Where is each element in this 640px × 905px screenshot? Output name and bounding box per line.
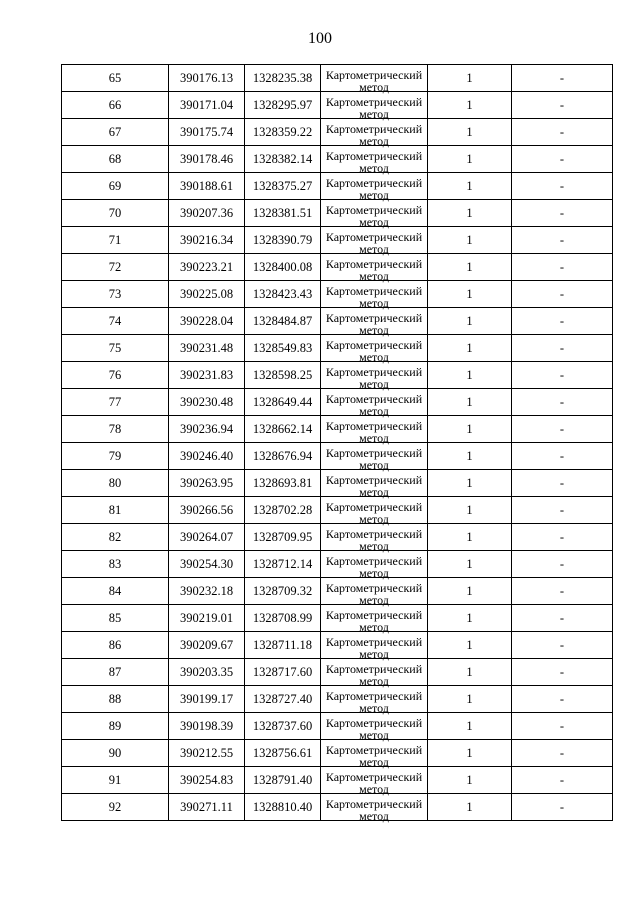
method-cell — [321, 173, 428, 200]
method-cell — [321, 308, 428, 335]
x-coordinate-cell: 390246.40 — [169, 443, 245, 470]
x-coordinate-cell: 390263.95 — [169, 470, 245, 497]
accuracy-cell: 1 — [428, 227, 512, 254]
table-row — [62, 362, 613, 389]
accuracy-cell: 1 — [428, 173, 512, 200]
accuracy-cell: 1 — [428, 362, 512, 389]
method-line1: Картометрический — [325, 229, 423, 244]
y-coordinate-cell: 1328711.18 — [245, 632, 321, 659]
method-cell — [321, 470, 428, 497]
method-line2: метод — [359, 808, 389, 823]
note-cell: - — [512, 227, 613, 254]
method-line2: метод — [359, 484, 389, 499]
y-coordinate-cell: 1328382.14 — [245, 146, 321, 173]
point-number-cell: 86 — [62, 632, 169, 659]
point-number-cell: 92 — [62, 794, 169, 821]
accuracy-cell: 1 — [428, 659, 512, 686]
method-cell — [321, 443, 428, 470]
x-coordinate-cell: 390216.34 — [169, 227, 245, 254]
table-row — [62, 200, 613, 227]
x-coordinate-cell: 390198.39 — [169, 713, 245, 740]
x-coordinate-cell: 390271.11 — [169, 794, 245, 821]
note-cell: - — [512, 497, 613, 524]
method-line1: Картометрический — [325, 256, 423, 271]
method-line2: метод — [359, 241, 389, 256]
point-number-cell: 90 — [62, 740, 169, 767]
note-cell: - — [512, 65, 613, 92]
method-line1: Картометрический — [325, 445, 423, 460]
method-line1: Картометрический — [325, 661, 423, 676]
y-coordinate-cell: 1328423.43 — [245, 281, 321, 308]
point-number-cell: 71 — [62, 227, 169, 254]
accuracy-cell: 1 — [428, 497, 512, 524]
y-coordinate-cell: 1328727.40 — [245, 686, 321, 713]
point-number-cell: 84 — [62, 578, 169, 605]
note-cell: - — [512, 254, 613, 281]
note-cell: - — [512, 713, 613, 740]
accuracy-cell: 1 — [428, 443, 512, 470]
note-cell: - — [512, 281, 613, 308]
accuracy-cell: 1 — [428, 281, 512, 308]
accuracy-cell: 1 — [428, 308, 512, 335]
coordinates-table — [61, 64, 613, 821]
method-line2: метод — [359, 187, 389, 202]
table-row — [62, 335, 613, 362]
x-coordinate-cell: 390199.17 — [169, 686, 245, 713]
point-number-cell: 78 — [62, 416, 169, 443]
accuracy-cell: 1 — [428, 713, 512, 740]
method-line2: метод — [359, 133, 389, 148]
point-number-cell: 66 — [62, 92, 169, 119]
method-line2: метод — [359, 79, 389, 94]
y-coordinate-cell: 1328549.83 — [245, 335, 321, 362]
method-cell — [321, 200, 428, 227]
y-coordinate-cell: 1328702.28 — [245, 497, 321, 524]
point-number-cell: 69 — [62, 173, 169, 200]
point-number-cell: 80 — [62, 470, 169, 497]
y-coordinate-cell: 1328375.27 — [245, 173, 321, 200]
accuracy-cell: 1 — [428, 416, 512, 443]
table-row — [62, 308, 613, 335]
method-line1: Картометрический — [325, 499, 423, 514]
table-row — [62, 713, 613, 740]
method-line1: Картометрический — [325, 337, 423, 352]
point-number-cell: 91 — [62, 767, 169, 794]
method-cell — [321, 119, 428, 146]
point-number-cell: 83 — [62, 551, 169, 578]
method-cell — [321, 389, 428, 416]
method-line1: Картометрический — [325, 121, 423, 136]
table-row — [62, 740, 613, 767]
note-cell: - — [512, 578, 613, 605]
method-line2: метод — [359, 295, 389, 310]
point-number-cell: 70 — [62, 200, 169, 227]
point-number-cell: 76 — [62, 362, 169, 389]
method-cell — [321, 659, 428, 686]
note-cell: - — [512, 443, 613, 470]
table-row — [62, 794, 613, 821]
method-line2: метод — [359, 619, 389, 634]
y-coordinate-cell: 1328756.61 — [245, 740, 321, 767]
table-row — [62, 632, 613, 659]
table-row — [62, 497, 613, 524]
table-row — [62, 605, 613, 632]
point-number-cell: 87 — [62, 659, 169, 686]
table-row — [62, 470, 613, 497]
method-line2: метод — [359, 673, 389, 688]
method-line2: метод — [359, 646, 389, 661]
table-row — [62, 146, 613, 173]
table-row — [62, 281, 613, 308]
method-line2: метод — [359, 268, 389, 283]
note-cell: - — [512, 551, 613, 578]
x-coordinate-cell: 390223.21 — [169, 254, 245, 281]
method-line1: Картометрический — [325, 67, 423, 82]
x-coordinate-cell: 390254.30 — [169, 551, 245, 578]
method-line2: метод — [359, 754, 389, 769]
method-line1: Картометрический — [325, 364, 423, 379]
method-cell — [321, 146, 428, 173]
accuracy-cell: 1 — [428, 92, 512, 119]
point-number-cell: 73 — [62, 281, 169, 308]
x-coordinate-cell: 390230.48 — [169, 389, 245, 416]
method-line2: метод — [359, 511, 389, 526]
note-cell: - — [512, 416, 613, 443]
accuracy-cell: 1 — [428, 524, 512, 551]
accuracy-cell: 1 — [428, 470, 512, 497]
x-coordinate-cell: 390209.67 — [169, 632, 245, 659]
point-number-cell: 88 — [62, 686, 169, 713]
point-number-cell: 72 — [62, 254, 169, 281]
page-number: 100 — [308, 30, 332, 47]
table-row — [62, 443, 613, 470]
y-coordinate-cell: 1328359.22 — [245, 119, 321, 146]
note-cell: - — [512, 308, 613, 335]
y-coordinate-cell: 1328676.94 — [245, 443, 321, 470]
method-line2: метод — [359, 322, 389, 337]
y-coordinate-cell: 1328390.79 — [245, 227, 321, 254]
note-cell: - — [512, 389, 613, 416]
y-coordinate-cell: 1328295.97 — [245, 92, 321, 119]
method-cell — [321, 227, 428, 254]
method-line1: Картометрический — [325, 688, 423, 703]
y-coordinate-cell: 1328649.44 — [245, 389, 321, 416]
note-cell: - — [512, 524, 613, 551]
method-cell — [321, 416, 428, 443]
method-cell — [321, 92, 428, 119]
x-coordinate-cell: 390264.07 — [169, 524, 245, 551]
x-coordinate-cell: 390176.13 — [169, 65, 245, 92]
note-cell: - — [512, 119, 613, 146]
x-coordinate-cell: 390236.94 — [169, 416, 245, 443]
accuracy-cell: 1 — [428, 632, 512, 659]
point-number-cell: 68 — [62, 146, 169, 173]
table-row — [62, 65, 613, 92]
y-coordinate-cell: 1328810.40 — [245, 794, 321, 821]
method-line2: метод — [359, 781, 389, 796]
x-coordinate-cell: 390178.46 — [169, 146, 245, 173]
method-line1: Картометрический — [325, 580, 423, 595]
x-coordinate-cell: 390188.61 — [169, 173, 245, 200]
y-coordinate-cell: 1328400.08 — [245, 254, 321, 281]
method-cell — [321, 578, 428, 605]
method-line1: Картометрический — [325, 472, 423, 487]
table-body — [62, 65, 613, 821]
table-row — [62, 119, 613, 146]
x-coordinate-cell: 390254.83 — [169, 767, 245, 794]
y-coordinate-cell: 1328712.14 — [245, 551, 321, 578]
method-line2: метод — [359, 727, 389, 742]
method-line2: метод — [359, 592, 389, 607]
table-row — [62, 173, 613, 200]
method-line2: метод — [359, 430, 389, 445]
method-line2: метод — [359, 538, 389, 553]
method-line1: Картометрический — [325, 742, 423, 757]
accuracy-cell: 1 — [428, 146, 512, 173]
point-number-cell: 85 — [62, 605, 169, 632]
point-number-cell: 75 — [62, 335, 169, 362]
note-cell: - — [512, 794, 613, 821]
accuracy-cell: 1 — [428, 767, 512, 794]
method-line1: Картометрический — [325, 607, 423, 622]
note-cell: - — [512, 92, 613, 119]
method-line2: метод — [359, 349, 389, 364]
x-coordinate-cell: 390228.04 — [169, 308, 245, 335]
method-line1: Картометрический — [325, 148, 423, 163]
point-number-cell: 81 — [62, 497, 169, 524]
method-cell — [321, 497, 428, 524]
table-row — [62, 686, 613, 713]
table-row — [62, 578, 613, 605]
y-coordinate-cell: 1328708.99 — [245, 605, 321, 632]
table-row — [62, 767, 613, 794]
table-row — [62, 659, 613, 686]
x-coordinate-cell: 390231.48 — [169, 335, 245, 362]
note-cell: - — [512, 605, 613, 632]
accuracy-cell: 1 — [428, 578, 512, 605]
accuracy-cell: 1 — [428, 686, 512, 713]
method-line1: Картометрический — [325, 175, 423, 190]
note-cell: - — [512, 686, 613, 713]
table-row — [62, 92, 613, 119]
note-cell: - — [512, 767, 613, 794]
note-cell: - — [512, 173, 613, 200]
note-cell: - — [512, 200, 613, 227]
y-coordinate-cell: 1328693.81 — [245, 470, 321, 497]
table-row — [62, 416, 613, 443]
y-coordinate-cell: 1328235.38 — [245, 65, 321, 92]
method-cell — [321, 551, 428, 578]
method-line1: Картометрический — [325, 310, 423, 325]
y-coordinate-cell: 1328381.51 — [245, 200, 321, 227]
x-coordinate-cell: 390212.55 — [169, 740, 245, 767]
method-line2: метод — [359, 403, 389, 418]
point-number-cell: 89 — [62, 713, 169, 740]
table-row — [62, 551, 613, 578]
point-number-cell: 79 — [62, 443, 169, 470]
method-line1: Картометрический — [325, 796, 423, 811]
method-line1: Картометрический — [325, 202, 423, 217]
method-line2: метод — [359, 700, 389, 715]
note-cell: - — [512, 632, 613, 659]
method-line2: метод — [359, 160, 389, 175]
point-number-cell: 77 — [62, 389, 169, 416]
x-coordinate-cell: 390207.36 — [169, 200, 245, 227]
method-cell — [321, 65, 428, 92]
method-cell — [321, 335, 428, 362]
table-row — [62, 254, 613, 281]
method-line2: метод — [359, 376, 389, 391]
method-cell — [321, 524, 428, 551]
x-coordinate-cell: 390171.04 — [169, 92, 245, 119]
x-coordinate-cell: 390219.01 — [169, 605, 245, 632]
x-coordinate-cell: 390231.83 — [169, 362, 245, 389]
method-cell — [321, 362, 428, 389]
method-line1: Картометрический — [325, 526, 423, 541]
method-cell — [321, 632, 428, 659]
method-line2: метод — [359, 457, 389, 472]
method-cell — [321, 740, 428, 767]
y-coordinate-cell: 1328737.60 — [245, 713, 321, 740]
method-line1: Картометрический — [325, 94, 423, 109]
x-coordinate-cell: 390175.74 — [169, 119, 245, 146]
y-coordinate-cell: 1328484.87 — [245, 308, 321, 335]
accuracy-cell: 1 — [428, 794, 512, 821]
method-line2: метод — [359, 214, 389, 229]
note-cell: - — [512, 470, 613, 497]
method-cell — [321, 254, 428, 281]
y-coordinate-cell: 1328709.32 — [245, 578, 321, 605]
method-cell — [321, 281, 428, 308]
method-line1: Картометрический — [325, 553, 423, 568]
x-coordinate-cell: 390232.18 — [169, 578, 245, 605]
accuracy-cell: 1 — [428, 740, 512, 767]
note-cell: - — [512, 740, 613, 767]
method-cell — [321, 605, 428, 632]
note-cell: - — [512, 659, 613, 686]
accuracy-cell: 1 — [428, 200, 512, 227]
accuracy-cell: 1 — [428, 119, 512, 146]
note-cell: - — [512, 335, 613, 362]
method-cell — [321, 767, 428, 794]
accuracy-cell: 1 — [428, 335, 512, 362]
y-coordinate-cell: 1328662.14 — [245, 416, 321, 443]
point-number-cell: 82 — [62, 524, 169, 551]
method-cell — [321, 686, 428, 713]
accuracy-cell: 1 — [428, 389, 512, 416]
method-cell — [321, 794, 428, 821]
note-cell: - — [512, 362, 613, 389]
y-coordinate-cell: 1328709.95 — [245, 524, 321, 551]
method-line2: метод — [359, 106, 389, 121]
table-row — [62, 389, 613, 416]
y-coordinate-cell: 1328598.25 — [245, 362, 321, 389]
method-line1: Картометрический — [325, 769, 423, 784]
table-row — [62, 524, 613, 551]
point-number-cell: 74 — [62, 308, 169, 335]
x-coordinate-cell: 390266.56 — [169, 497, 245, 524]
method-line1: Картометрический — [325, 283, 423, 298]
method-line1: Картометрический — [325, 715, 423, 730]
method-line2: метод — [359, 565, 389, 580]
accuracy-cell: 1 — [428, 65, 512, 92]
y-coordinate-cell: 1328791.40 — [245, 767, 321, 794]
y-coordinate-cell: 1328717.60 — [245, 659, 321, 686]
table-row — [62, 227, 613, 254]
point-number-cell: 65 — [62, 65, 169, 92]
method-cell — [321, 713, 428, 740]
point-number-cell: 67 — [62, 119, 169, 146]
x-coordinate-cell: 390225.08 — [169, 281, 245, 308]
accuracy-cell: 1 — [428, 551, 512, 578]
method-line1: Картометрический — [325, 634, 423, 649]
note-cell: - — [512, 146, 613, 173]
method-line1: Картометрический — [325, 391, 423, 406]
method-line1: Картометрический — [325, 418, 423, 433]
accuracy-cell: 1 — [428, 605, 512, 632]
accuracy-cell: 1 — [428, 254, 512, 281]
x-coordinate-cell: 390203.35 — [169, 659, 245, 686]
